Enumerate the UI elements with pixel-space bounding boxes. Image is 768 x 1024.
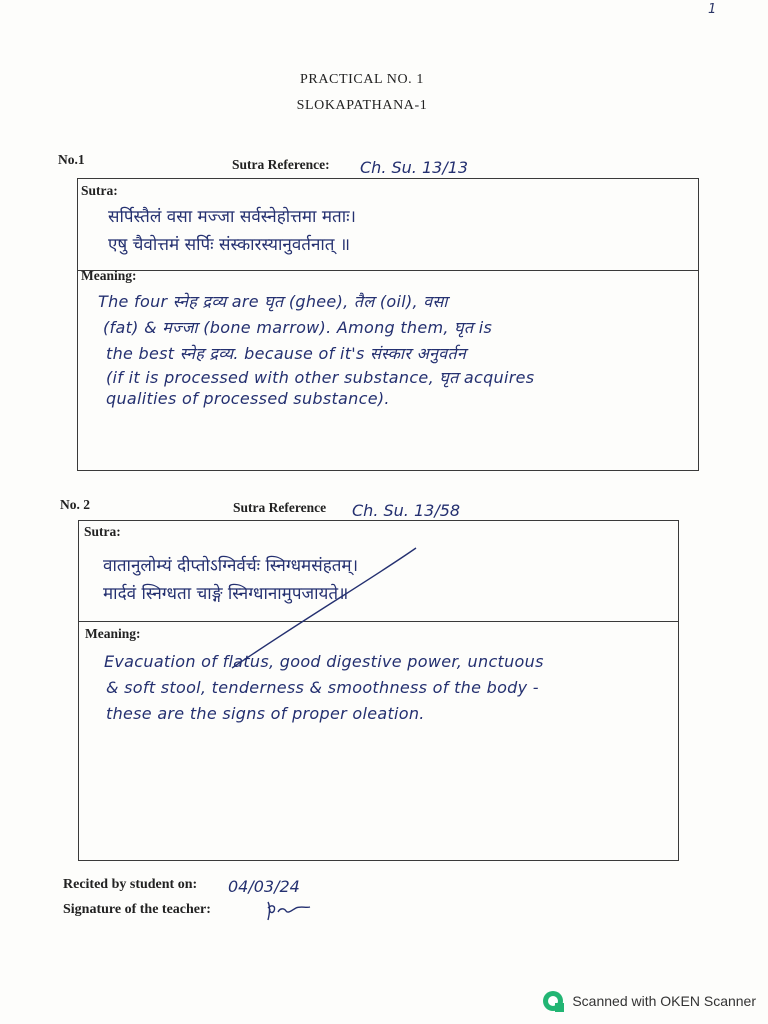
page-number: 1 [708,2,717,17]
meaning-line: these are the signs of proper oleation. [106,704,425,723]
sutra-label: Sutra: [81,183,118,198]
box-divider [77,270,699,271]
meaning-line: (fat) & मज्जा (bone marrow). Among them, घृत is [103,318,493,337]
oken-logo-icon [542,990,564,1012]
reference-value: Ch. Su. 13/58 [352,501,461,520]
page-subtitle: SLOKAPATHANA-1 [296,98,428,113]
meaning-label: Meaning: [85,626,141,641]
scanner-watermark [542,990,756,1012]
meaning-line: The four स्नेह द्रव्य are घृत (ghee), तैल (oil), वसा [98,292,448,311]
sutra-label: Sutra: [84,524,121,539]
signature-label: Signature of the teacher: [63,902,211,917]
entry-number: No. 2 [60,497,90,512]
sutra-line: मार्दवं स्निग्धता चाङ्गे स्निग्धानामुपजायते॥ [103,584,349,604]
scanner-text: Scanned with OKEN Scanner [572,993,756,1009]
meaning-line: the best स्नेह द्रव्य. because of it's संस्कार अनुवर्तन [106,344,467,363]
meaning-label: Meaning: [81,268,137,283]
sutra-line: एषु चैवोत्तमं सर्पिः संस्कारस्यानुवर्तनात् ॥ [108,235,351,255]
reference-value: Ch. Su. 13/13 [360,158,469,177]
page-title: PRACTICAL NO. 1 [300,72,424,87]
meaning-line: qualities of processed substance). [106,389,390,408]
entry-number: No.1 [58,152,85,167]
meaning-line: & soft stool, tenderness & smoothness of the body - [106,678,539,697]
meaning-line: Evacuation of flatus, good digestive power, unctuous [104,652,544,671]
teacher-signature [262,898,314,924]
reference-label: Sutra Reference: [232,157,330,172]
sutra-line: सर्पिस्तैलं वसा मज्जा सर्वस्नेहोत्तमा मताः। [108,207,357,227]
recited-date: 04/03/24 [228,877,300,896]
meaning-line: (if it is processed with other substance, घृत acquires [106,368,535,387]
recited-label: Recited by student on: [63,877,198,892]
sutra-line: वातानुलोम्यं दीप्तोऽग्निर्वर्चः स्निग्धमसंहतम्। [103,556,359,576]
reference-label: Sutra Reference [233,500,327,515]
